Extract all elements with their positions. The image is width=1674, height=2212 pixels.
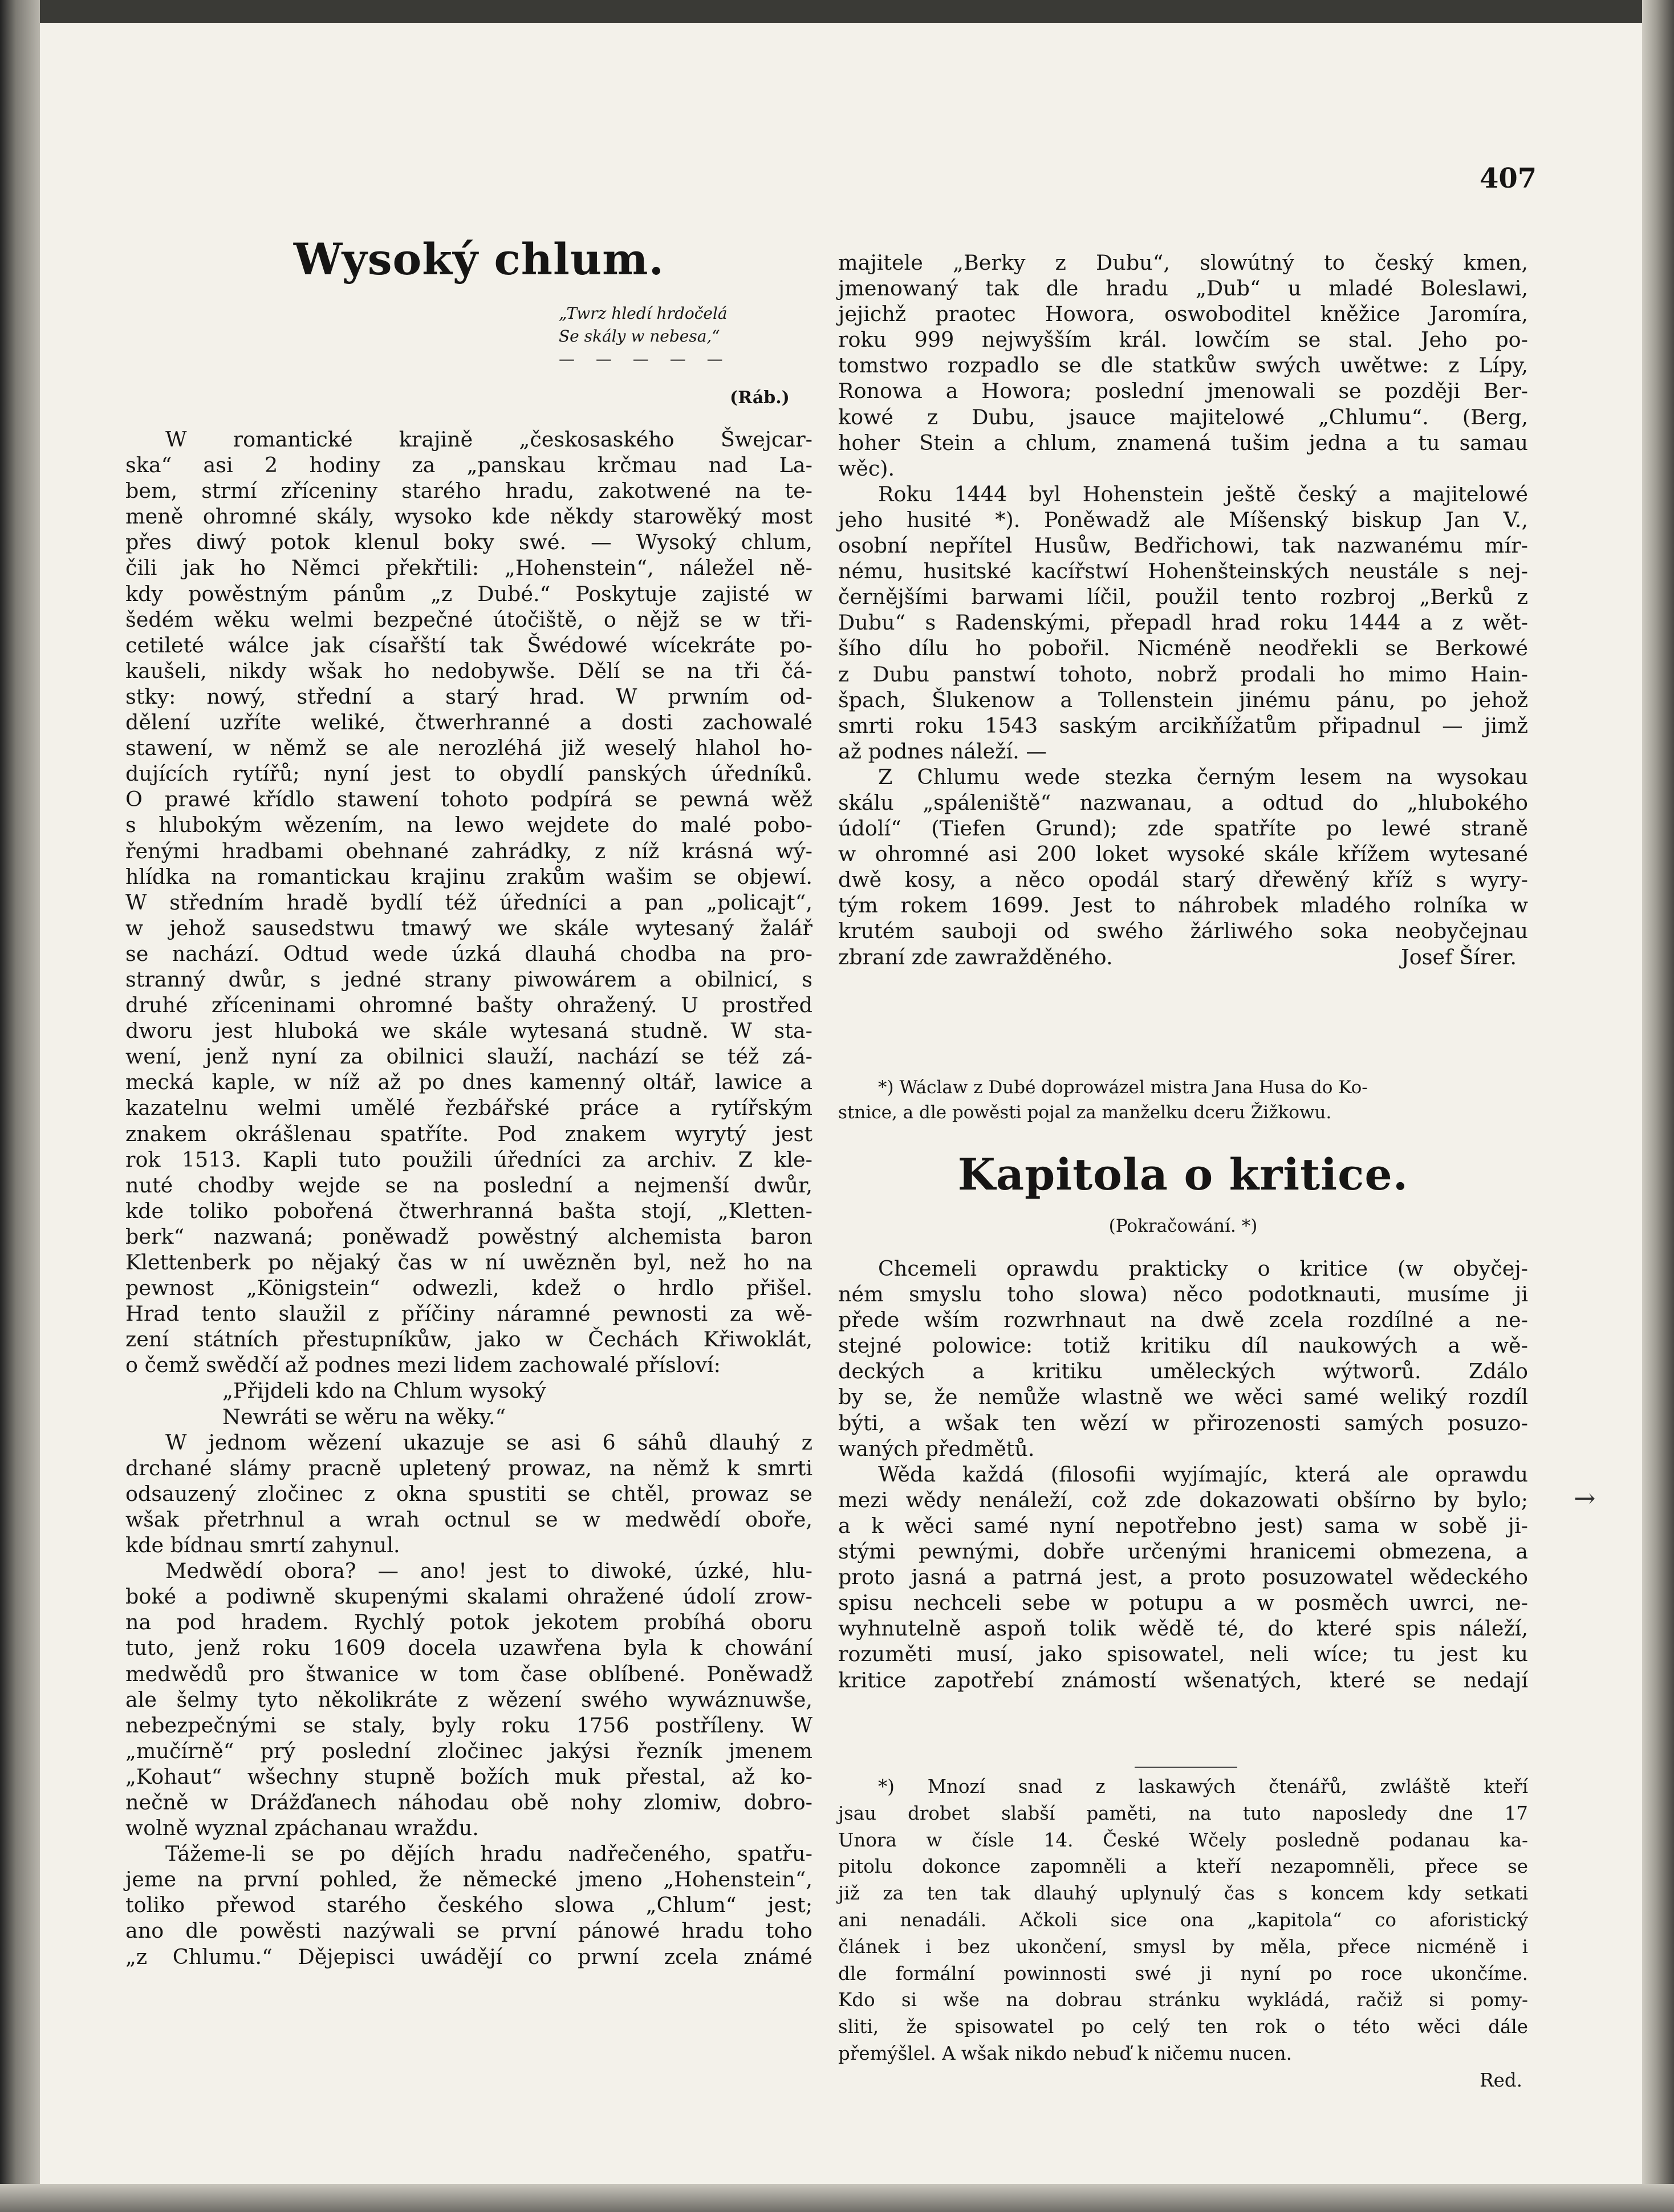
text-line: až podnes náleží. — xyxy=(838,738,1047,764)
text-line: černějšími barwami líčil, použil tento rozbroj „Berků z xyxy=(838,585,1528,610)
text-line: ale šelmy tyto několikráte z wězení swého wywáznuwše, xyxy=(125,1687,812,1712)
text-line: dwě kosy, a něco opodál starý dřewěný kříž s wyry- xyxy=(838,867,1528,892)
text-line: smrti roku 1543 saským arcikňížatům připadnul — jimž xyxy=(838,713,1528,738)
text-line: Unora w čísle 14. České Wčely posledně podanau ka- xyxy=(838,1829,1528,1851)
article-body xyxy=(125,427,812,1970)
text-line: nému, husitské kacířstwí Hohenšteinských neustále s nej- xyxy=(838,559,1528,584)
text-line: kaušeli, nikdy wšak ho nedobywše. Dělí se na tři čá- xyxy=(125,658,812,683)
text-line: W středním hradě bydlí též úředníci a pan „policajt“, xyxy=(125,890,812,915)
text-line: *) Mnozí snad z laskawých čtenářů, zwláště kteří xyxy=(878,1776,1528,1797)
text-line: a k wěci samé nyní nepotřebno jest) sama w sobě ji- xyxy=(838,1513,1528,1538)
text-line: Roku 1444 byl Hohenstein ještě český a majitelowé xyxy=(878,481,1528,506)
text-line: wyhnutelně aspoň tolik wědě té, do které spis náleží, xyxy=(838,1616,1528,1641)
text-line: jejichž praotec Howora, oswoboditel kněžice Jaromíra, xyxy=(838,302,1528,327)
text-line: hlídka na romantickau krajinu zrakům wašim se objewí. xyxy=(125,864,812,889)
text-line: Chcemeli oprawdu prakticky o kritice (w obyčej- xyxy=(878,1256,1528,1281)
text-line: bem, strmí zříceniny starého hradu, zakotwené na te- xyxy=(125,478,812,504)
text-line: stawení, w němž se ale nerozléhá již weselý hlahol ho- xyxy=(125,736,812,761)
text-line: špach, Šlukenow a Tollenstein jinému pánu, po jehož xyxy=(838,687,1528,712)
text-line: „mučírně“ prý poslední zločinec jakýsi řezník jmenem xyxy=(125,1738,812,1763)
text-line: Medwědí obora? — ano! jest to diwoké, úzké, hlu- xyxy=(165,1558,812,1584)
scan-right-edge xyxy=(1642,0,1674,2212)
text-line: wšak přetrhnul a wrah octnul se w medwědí oboře, xyxy=(125,1507,812,1532)
text-line: Dubu“ s Radenskými, přepadl hrad roku 1444 a z wět- xyxy=(838,610,1528,635)
text-line: „Kohaut“ wšechny stupně božích muk přestal, až ko- xyxy=(125,1764,812,1789)
text-line: by se, že nemůže wlastně we wěci samé weliký rozdíl xyxy=(838,1385,1528,1410)
text-line: nuté chodby wejde se na poslední a nejmenší dwůr, xyxy=(125,1172,812,1198)
text-line: přes diwý potok klenul boky swé. — Wysoký chlum, xyxy=(125,530,812,555)
text-line: tomstwo rozpadlo se dle statkůw swých uwětwe: z Lípy, xyxy=(838,353,1528,378)
text-line: tým rokem 1699. Jest to náhrobek mladého rolníka w xyxy=(838,893,1528,918)
text-line: O prawé křídlo stawení tohoto podpírá se pewná wěž xyxy=(125,787,812,812)
text-line: druhé zříceninami ohromné bašty ohražený. U prostřed xyxy=(125,993,812,1018)
text-line: znakem okrášlenau spatříte. Pod znakem wyrytý jest xyxy=(125,1121,812,1146)
text-line: stými pewnými, dobře určenými hranicemi obmezena, a xyxy=(838,1539,1528,1564)
text-line: rok 1513. Kapli tuto použili úředníci za archiv. Z kle- xyxy=(125,1147,812,1172)
motto xyxy=(559,302,798,371)
margin-arrow-mark: → xyxy=(1574,1483,1596,1513)
text-line: jeme na první pohled, že německé jmeno „Hohenstein“, xyxy=(125,1867,812,1892)
text-line: kazatelnu welmi umělé řezbářské práce a rytířským xyxy=(125,1095,812,1121)
text-line: kde bídnau smrtí zahynul. xyxy=(125,1533,400,1558)
motto-author: (Ráb.) xyxy=(730,388,790,408)
text-line: tuto, jenž roku 1609 docela uzawřena byla k chowání xyxy=(125,1635,812,1661)
text-line: deckých a kritiku uměleckých wýtworů. Zdálo xyxy=(838,1359,1528,1384)
text-line: ném smyslu toho slowa) něco podotknauti, musíme ji xyxy=(838,1282,1528,1307)
text-line: pitolu dokonce zapomněli a kteří nezapomněli, přece se xyxy=(838,1856,1528,1878)
text-line: již za ten tak dlauhý uplynulý čas s koncem kdy setkati xyxy=(838,1882,1528,1905)
footnote xyxy=(838,1773,1528,2094)
text-line: meně ohromné skály, wysoko kde někdy starowěký most xyxy=(125,504,812,529)
text-line: sliti, že spisowatel po celý ten rok o této wěci dále xyxy=(838,2016,1528,2038)
text-line: přede wším rozwrhnaut na dwě zcela rozdílné a ne- xyxy=(838,1308,1528,1333)
text-line: stranný dwůr, s jedné strany piwowárem a obilnicí, s xyxy=(125,967,812,992)
text-line: mecká kaple, w níž až po dnes kamenný oltář, lawice a xyxy=(125,1070,812,1095)
motto-dashes: — — — — — xyxy=(559,350,731,368)
text-line: W jednom wězení ukazuje se asi 6 sáhů dlauhý z xyxy=(165,1430,812,1455)
text-line: zení státních přestupníkůw, jako w Čechách Křiwoklát, xyxy=(125,1327,812,1352)
text-line: Wěda každá (filosofii wyjímajíc, která ale oprawdu xyxy=(878,1462,1528,1487)
text-line: Kdo si wše na dobrau stránku wykládá, račiž si pomy- xyxy=(838,1989,1528,2011)
text-line: toliko přewod starého českého slowa „Chlum“ jest; xyxy=(125,1893,812,1918)
text-line: řenými hradbami obehnané zahrádky, z níž krásná wý- xyxy=(125,838,812,863)
text-line: kdy powěstným pánům „z Dubé.“ Poskytuje zajisté w xyxy=(125,581,812,606)
text-line: z Dubu panstwí tohoto, nobrž prodali ho mimo Hain- xyxy=(838,661,1528,687)
scan-left-edge xyxy=(0,0,40,2212)
text-line: Z Chlumu wede stezka černým lesem na wysokau xyxy=(878,764,1528,789)
text-line: jsau drobet slabší paměti, na tuto naposledy dne 17 xyxy=(838,1802,1528,1824)
text-line: s hlubokým wězením, na lewo wejdete do malé pobo- xyxy=(125,813,812,838)
text-line: roku 999 nejwyšším král. lowčím se stal. Jeho po- xyxy=(838,327,1528,352)
text-line: w ohromné asi 200 loket wysoké skále křížem wytesané xyxy=(838,842,1528,867)
text-line: přemýšlel. A wšak nikdo nebuď k ničemu nucen. xyxy=(838,2042,1292,2064)
text-line: majitele „Berky z Dubu“, slowútný to český kmen, xyxy=(838,250,1528,275)
text-line: nečně w Drážďanech náhodau obě nohy zlomiw, dobro- xyxy=(125,1789,812,1815)
text-line: Newráti se wěru na wěky.“ xyxy=(222,1404,506,1429)
text-line: zbraní zde zawražděného. xyxy=(838,944,1113,969)
article-title: Kapitola o kritice. xyxy=(957,1149,1409,1200)
article-body-continued xyxy=(838,250,1528,970)
motto-line: Se skály w nebesa,“ xyxy=(559,327,720,346)
text-line: pewnost „Königstein“ odwezli, kdež o hrdlo přišel. xyxy=(125,1276,812,1301)
text-line: medwědů pro štwanice w tom čase oblíbené. Poněwadž xyxy=(125,1661,812,1686)
text-line: Tážeme-li se po dějích hradu nadřečeného, spatřu- xyxy=(165,1841,812,1866)
text-line: w jehož sausedstwu tmawý we skále wytesaný žalář xyxy=(125,915,812,940)
text-line: waných předmětů. xyxy=(838,1436,1035,1461)
text-line: odsauzený zločinec z okna spustiti se chtěl, prowaz se xyxy=(125,1481,812,1506)
text-line: cetileté wálce jak císařští tak Šwédowé wícekráte po- xyxy=(125,632,812,657)
text-line: ani nenadáli. Ačkoli sice ona „kapitola“ co aforistický xyxy=(838,1909,1528,1931)
footnote-line: *) Wáclaw z Dubé doprowázel mistra Jana Husa do Ko- xyxy=(878,1077,1368,1098)
text-line: dworu jest hluboká we skále wytesaná studně. W sta- xyxy=(125,1018,812,1044)
text-line: krutém sauboji od swého žárliwého soka neobyčejnau xyxy=(838,919,1528,944)
motto-line: „Twrz hledí hrdočelá xyxy=(559,304,728,323)
footnote-signature: Red. xyxy=(1480,2069,1522,2091)
text-line: „Přijdeli kdo na Chlum wysoký xyxy=(222,1378,546,1403)
text-line: kritice zapotřebí známostí wšenatých, které se nedají xyxy=(838,1667,1528,1693)
text-line: kowé z Dubu, jsauce majitelowé „Chlumu“. (Berg, xyxy=(838,404,1528,429)
page-number: 407 xyxy=(1480,163,1537,194)
text-line: článek i bez ukončení, smysl by měla, přece nicméně i xyxy=(838,1935,1528,1958)
text-line: býti, a wšak ten wězí w přirozenosti samých posuzo- xyxy=(838,1410,1528,1435)
text-line: „z Chlumu.“ Dějepisci uwádějí co prwní zcela známé xyxy=(125,1944,812,1969)
text-line: šedém wěku welmi bezpečné útočiště, o nějž se w tři- xyxy=(125,607,812,632)
text-line: čili jak ho Němci překřtili: „Hohenstein“, náležel ně- xyxy=(125,555,812,581)
text-line: W romantické krajině „českosaského Šwejcar- xyxy=(165,427,812,452)
text-line: Hrad tento slaužil z příčiny náramné pewnosti za wě- xyxy=(125,1301,812,1326)
article-subtitle: (Pokračowání. *) xyxy=(1108,1216,1258,1236)
text-line: skálu „spáleniště“ nazwanau, a odtud do „hlubokého xyxy=(838,790,1528,815)
text-line: Klettenberk po nějaký čas w ní uwězněn byl, než ho na xyxy=(125,1250,812,1275)
text-line: Ronowa a Howora; poslední jmenowali se později Ber- xyxy=(838,379,1528,404)
text-line: kde toliko pobořená čtwerhranná bašta stojí, „Kletten- xyxy=(125,1198,812,1223)
footnote-line: stnice, a dle powěsti pojal za manželku dceru Žižkowu. xyxy=(838,1102,1332,1123)
text-line: ano dle powěsti nazýwali se první pánowé hradu toho xyxy=(125,1918,812,1943)
text-line: šího dílu ho pobořil. Nicméně neodřekli se Berkowé xyxy=(838,636,1528,661)
newspaper-page xyxy=(40,23,1642,2184)
text-line: stejné polowice: totiž kritiku díl naukowých a wě- xyxy=(838,1333,1528,1358)
text-line: dujících rytířů; nyní jest to obydlí panských úředníků. xyxy=(125,761,812,786)
text-line: Josef Šírer. xyxy=(1401,944,1517,969)
text-line: rozuměti musí, jako spisowatel, neli wíce; tu jest ku xyxy=(838,1642,1528,1667)
text-line: wěc). xyxy=(838,456,895,481)
text-line: dle formální powinnosti swé ji nyní po roce ukončíme. xyxy=(838,1962,1528,1984)
article-title: Wysoký chlum. xyxy=(293,234,665,285)
text-line: osobní nepřítel Husůw, Bedřichowi, tak nazwanému mír- xyxy=(838,533,1528,558)
text-line: nebezpečnými se staly, byly roku 1756 postříleny. W xyxy=(125,1712,812,1738)
text-line: spisu nechceli sebe w potupu a w posměch uwrci, ne- xyxy=(838,1590,1528,1616)
text-line: jmenowaný tak dle hradu „Dub“ u mladé Boleslawi, xyxy=(838,276,1528,301)
text-line: berk“ nazwaná; poněwadž powěstný alchemista baron xyxy=(125,1224,812,1249)
text-line: na pod hradem. Rychlý potok jekotem probíhá oboru xyxy=(125,1610,812,1635)
text-line: ska“ asi 2 hodiny za „panskau krčmau nad La- xyxy=(125,453,812,478)
footnote xyxy=(838,1075,1528,1125)
text-line: boké a podiwně skupenými skalami ohražené údolí zrow- xyxy=(125,1584,812,1609)
text-line: údolí“ (Tiefen Grund); zde spatříte po lewé straně xyxy=(838,816,1528,841)
text-line: mezi wědy nenáleží, což zde dokazowati obšírno by bylo; xyxy=(838,1487,1528,1512)
text-line: stky: nowý, střední a starý hrad. W prwním od- xyxy=(125,684,812,709)
text-line: se nachází. Odtud wede úzká dlauhá chodba na pro- xyxy=(125,941,812,966)
footnote-divider xyxy=(1135,1767,1237,1768)
text-line: wolně wyznal zpáchanau wraždu. xyxy=(125,1816,479,1841)
text-line: wení, jenž nyní za obilnici slauží, nachází se též zá- xyxy=(125,1044,812,1069)
scan-bottom-edge xyxy=(0,2184,1674,2212)
text-line: o čemž swědčí až podnes mezi lidem zachowalé přísloví: xyxy=(125,1353,721,1378)
text-line: proto jasná a patrná jest, a proto posuzowatel wědeckého xyxy=(838,1565,1528,1590)
article-body xyxy=(838,1256,1528,1693)
text-line: hoher Stein a chlum, znamená tušim jedna a tu samau xyxy=(838,430,1528,455)
text-line: jeho husité *). Poněwadž ale Míšenský biskup Jan V., xyxy=(838,507,1528,532)
text-line: drchané slámy pracně upletený prowaz, na němž k smrti xyxy=(125,1455,812,1480)
text-line: dělení uzříte weliké, čtwerhranné a dosti zachowalé xyxy=(125,710,812,735)
